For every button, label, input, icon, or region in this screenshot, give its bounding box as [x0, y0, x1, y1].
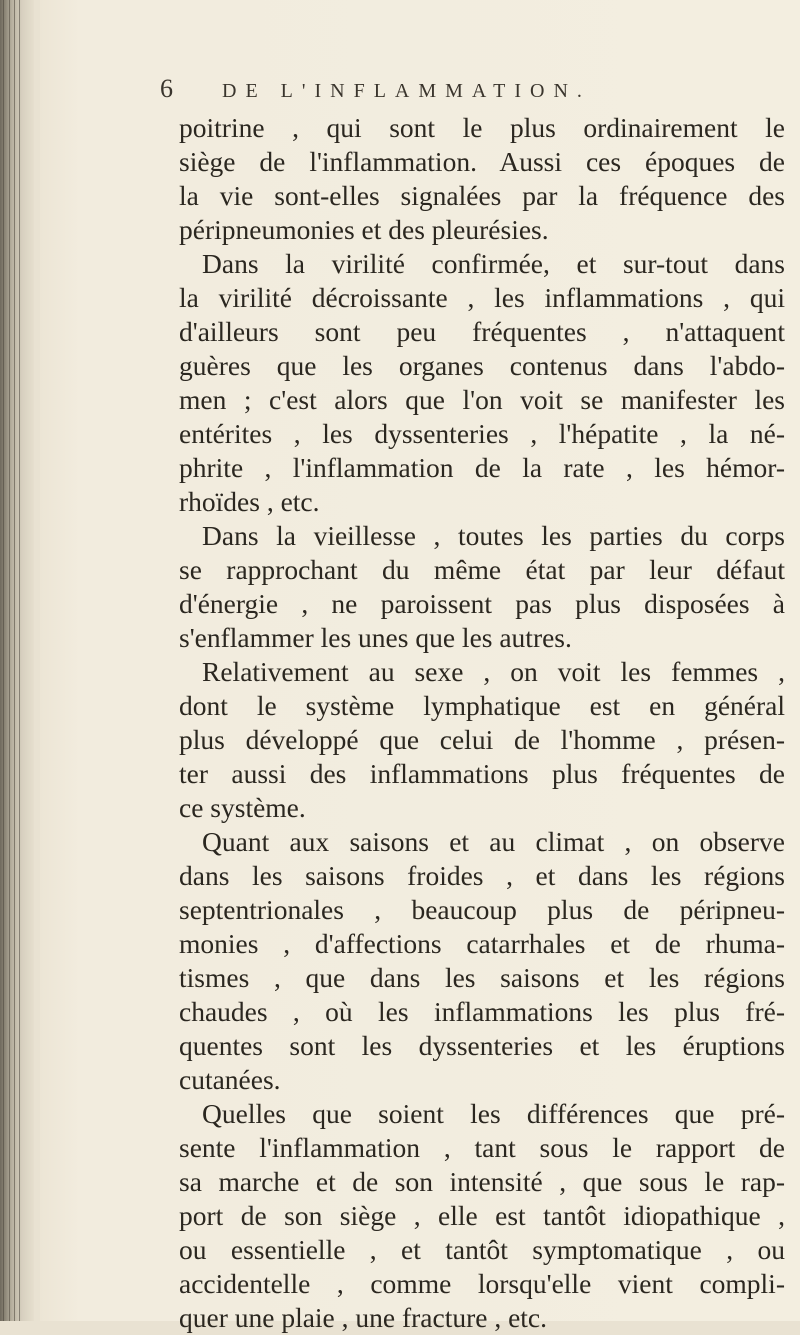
running-title: DE L'INFLAMMATION.	[222, 80, 591, 102]
binding-line	[14, 0, 15, 1321]
text-line: tismes , que dans les saisons et les régions	[179, 962, 785, 993]
text-line: plus développé que celui de l'homme , présen-	[179, 724, 785, 755]
page-number: 6	[160, 74, 173, 103]
text-line: quentes sont les dyssenteries et les éruptions	[179, 1030, 785, 1061]
text-line: ce système.	[179, 792, 306, 823]
book-binding	[0, 0, 34, 1321]
binding-line	[3, 0, 4, 1321]
text-line: d'énergie , ne paroissent pas plus disposées à	[179, 588, 785, 619]
text-line: phrite , l'inflammation de la rate , les hémor-	[179, 452, 785, 483]
binding-line	[9, 0, 10, 1321]
text-line: monies , d'affections catarrhales et de rhuma-	[179, 928, 785, 959]
text-line: quer une plaie , une fracture , etc.	[179, 1302, 548, 1333]
text-line: port de son siège , elle est tantôt idiopathique ,	[179, 1200, 785, 1231]
text-line: ter aussi des inflammations plus fréquentes de	[179, 758, 785, 789]
text-line: septentrionales , beaucoup plus de péripneu-	[179, 894, 785, 925]
text-line: poitrine , qui sont le plus ordinairement le	[179, 112, 785, 143]
body-text	[179, 111, 785, 1335]
text-line: guères que les organes contenus dans l'abdo-	[179, 350, 785, 381]
text-line: se rapprochant du même état par leur défaut	[179, 554, 785, 585]
text-line: ou essentielle , et tantôt symptomatique , ou	[179, 1234, 785, 1265]
text-line: la vie sont-elles signalées par la fréquence des	[179, 180, 785, 211]
text-line: la virilité décroissante , les inflammations , qui	[179, 282, 785, 313]
text-line: Quelles que soient les différences que pré-	[202, 1098, 785, 1129]
text-line: Quant aux saisons et au climat , on observe	[202, 826, 785, 857]
text-line: Dans la virilité confirmée, et sur-tout dans	[202, 248, 785, 279]
text-line: s'enflammer les unes que les autres.	[179, 622, 572, 653]
text-line: rhoïdes , etc.	[179, 486, 320, 517]
text-line: sa marche et de son intensité , que sous le rap-	[179, 1166, 785, 1197]
text-line: siège de l'inflammation. Aussi ces époques de	[179, 146, 785, 177]
text-line: sente l'inflammation , tant sous le rapport de	[179, 1132, 785, 1163]
binding-line	[19, 0, 20, 1321]
text-line: dans les saisons froides , et dans les régions	[179, 860, 785, 891]
text-line: entérites , les dyssenteries , l'hépatite , la né-	[179, 418, 785, 449]
running-head	[140, 70, 700, 110]
text-line: dont le système lymphatique est en général	[179, 690, 785, 721]
text-line: Relativement au sexe , on voit les femmes ,	[202, 656, 785, 687]
text-line: accidentelle , comme lorsqu'elle vient compli-	[179, 1268, 785, 1299]
text-line: péripneumonies et des pleurésies.	[179, 214, 549, 245]
text-line: cutanées.	[179, 1064, 281, 1095]
text-line: chaudes , où les inflammations les plus fré-	[179, 996, 785, 1027]
text-line: d'ailleurs sont peu fréquentes , n'attaquent	[179, 316, 785, 347]
text-line: men ; c'est alors que l'on voit se manifester les	[179, 384, 785, 415]
text-line: Dans la vieillesse , toutes les parties du corps	[202, 520, 785, 551]
